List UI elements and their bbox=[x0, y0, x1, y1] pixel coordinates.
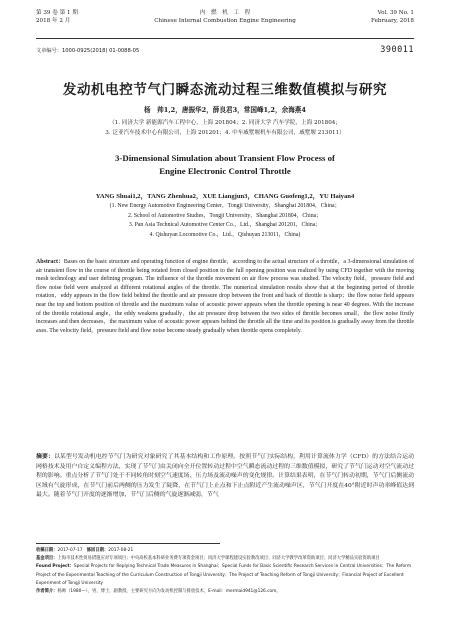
journal-name-en: Chinese Internal Combustion Engine Engineering bbox=[154, 17, 296, 24]
author-bio bbox=[36, 588, 414, 596]
running-header bbox=[36, 10, 414, 36]
fund-en bbox=[36, 563, 414, 588]
fund-en-text: Special Projects for Replying Technical Trade Measures in Shanghai；Special Funds for Basic Scientific Research Services in Central Universities；The Reform Project of the Experimental Teaching of the Curriculum Construction of Tongji University；The Project of Teaching Reform of Tongji University；Financial Project of Excellent Experiment of Tongji University bbox=[36, 564, 412, 586]
fund-cn-text: 上海市技术性贸易措施应对专项项目；中央高校基本科研业务费专项资金项目；同济大学课程建设实验教改项目；同济大学教学改革资助项目；同济大学精品实验资助项目 bbox=[57, 556, 380, 562]
footnotes bbox=[36, 547, 414, 596]
fund-en-label: Found Project： bbox=[36, 564, 74, 570]
fund-cn bbox=[36, 555, 414, 563]
received-label: 收稿日期： bbox=[36, 548, 58, 553]
issue-date-cn: 2018 年 2 月 bbox=[36, 17, 71, 24]
abstract-text: Bases on the basic structure and operating function of engine throttle，according to the actual structure of a throttle，a 3-dimensional simulation of air transient flow in the course of throttle being rotated from closed position to the full opening position was realized by using CFD together with the moving mesh technology and user defining program. The influence of the throttle movement on air flow process was studied. The velocity field，pressure field and flow noise field were analyzed at different rotational angles of the throttle. The numerical simulation results show that at the beginning period of throttle rotation，eddy appears in the flow field behind the throttle and air pressure drop between the front and back of throttle is sharp；the flow noise field appears near the top and bottom position of throttle and the maximum value of acoustic power appears when the throttle opening is near 40 degrees. With the increase of the throttle rotational angle，the eddy weakens gradually，the air pressure drop between the two sides of throttle becomes small，the flow noise firstly increases and then decreases，the maximum value of acoustic power appears behind the throttle all the time and its position is gradually away from the throttle axes. The velocity field，pressure field and flow noise become steady gradually when throttle opens completely. bbox=[36, 259, 414, 334]
received-date: 2017-07-17 bbox=[57, 548, 83, 553]
authors-english: YANG Shuai1,2，TANG Zhenhua2，XUE Liangjun3，CHANG Guofeng1,2，YU Haiyan4 bbox=[95, 193, 355, 200]
article-number: 文章编号：1000-0925(2018) 01-0088-05 bbox=[36, 48, 140, 54]
dates-line bbox=[36, 547, 414, 555]
affiliation-line: (1. New Energy Automotive Engineering Center，Tongji University，Shanghai 201804，China； bbox=[109, 203, 341, 209]
revised-date: 2017-08-21 bbox=[108, 548, 134, 553]
affiliations-chinese bbox=[40, 119, 410, 138]
title-english-line: 3-Dimensional Simulation about Transient Flow Process of bbox=[115, 153, 335, 163]
revised-label: 修回日期： bbox=[82, 548, 109, 553]
journal-name-cn: 内 燃 机 工 程 bbox=[199, 10, 251, 16]
affiliation-line: （1. 同济大学 新能源汽车工程中心，上海 201804；2. 同济大学 汽车学院，上海 201804； bbox=[109, 120, 341, 126]
affiliations-english bbox=[40, 202, 410, 240]
fund-cn-label: 基金项目： bbox=[36, 556, 58, 562]
abstract-label: Abstract： bbox=[36, 259, 64, 265]
article-code: 390011 bbox=[380, 45, 414, 55]
journal-volume bbox=[371, 10, 414, 25]
author-bio-label: 作者简介： bbox=[36, 589, 58, 595]
abstract-english bbox=[36, 258, 414, 335]
journal-name bbox=[36, 10, 414, 25]
affiliation-line: 2. School of Automotive Studies，Tongji University，Shanghai 201804，China； bbox=[128, 212, 322, 219]
volume-number: Vol. 39 No. 1 bbox=[377, 10, 414, 16]
title-english bbox=[0, 152, 450, 178]
title-chinese: 发动机电控节气门瞬态流动过程三维数值模拟与研究 bbox=[62, 82, 388, 98]
issue-number: 第 39 卷 第 1 期 bbox=[36, 10, 78, 16]
issue-date-en: February, 2018 bbox=[371, 17, 414, 24]
header-rule bbox=[36, 38, 414, 39]
affiliation-line: 3. Pan Asia Technical Automotive Center Co.，Ltd.，Shanghai 201201，China； bbox=[128, 222, 322, 228]
affiliation-line: 4. Qishuyan Locomotive Co.，Ltd.，Qishuyan 213011，China) bbox=[149, 231, 301, 238]
author-bio-text: 杨帅（1980—），男，博士，副教授，主要研究方向为发动机控制与排放技术，E-mail：mermaid941@126.com。 bbox=[57, 589, 281, 595]
abstract-chinese bbox=[36, 452, 414, 501]
title-english-line: Engine Electronic Control Throttle bbox=[159, 166, 291, 176]
abstract-label-cn: 摘要： bbox=[36, 453, 54, 460]
affiliation-line: 3. 泛亚汽车技术中心有限公司，上海 201201；4. 中车戚墅堰机车有限公司，戚墅堰 213011） bbox=[105, 129, 345, 136]
footnote-rule bbox=[36, 543, 220, 544]
authors-chinese: 杨 帅1,2，唐振华2，薛良君3，常国峰1,2，余海燕4 bbox=[144, 106, 306, 114]
abstract-text-cn: 以某型号发动机电控节气门为研究对象研究了其基本结构和工作原理。按照节气门实际结构，利用计算流体力学（CFD）的方法结合运动网格技术及用户自定义编程方法，实现了节气门由关闭向全开位置转动过程中空气瞬态流动过程的三维数值模拟，研究了节气门运动对空气流动过程的影响。重点分析了节气门处于不同转角时刻空气速度场、压力场及流动噪声的变化规律。计算结果表明，在节气门转动初期，节气门后侧流动区域有气旋形成，在节气门前后两侧的压力发生了陡降，在节气门上止点和下止点附近产生流动噪声区，节气门开度在40°附近时声功率峰值达到最大。随着节气门开度的逐渐增加，节气门后侧的气旋逐渐减弱，节气 bbox=[36, 454, 414, 499]
